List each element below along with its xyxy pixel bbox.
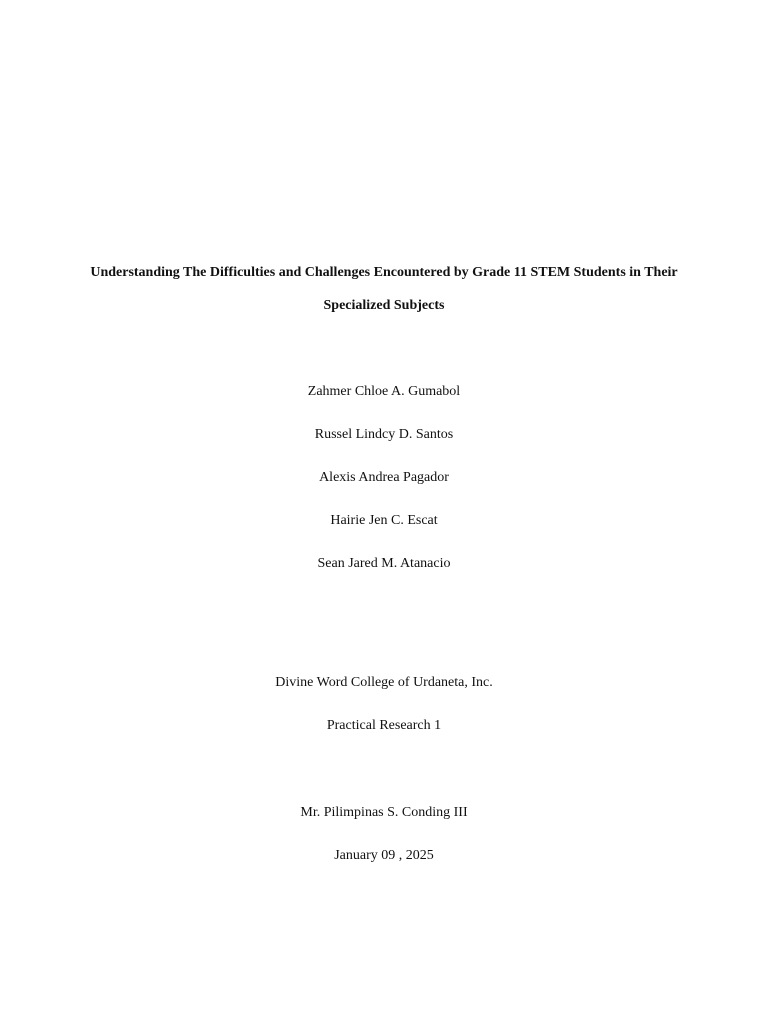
paper-title-line-1: Understanding The Difficulties and Challenges Encountered by Grade 11 STEM Students in Their	[90, 265, 678, 280]
author-name: Hairie Jen C. Escat	[330, 513, 438, 528]
author-name: Sean Jared M. Atanacio	[317, 556, 451, 571]
instructor-name: Mr. Pilimpinas S. Conding III	[300, 805, 468, 820]
paper-title-line-2: Specialized Subjects	[323, 298, 445, 313]
institution-name: Divine Word College of Urdaneta, Inc.	[275, 675, 493, 690]
author-name: Zahmer Chloe A. Gumabol	[307, 384, 461, 399]
author-name: Alexis Andrea Pagador	[319, 470, 449, 485]
course-name: Practical Research 1	[326, 718, 442, 733]
author-name: Russel Lindcy D. Santos	[314, 427, 454, 442]
submission-date: January 09 , 2025	[334, 848, 434, 863]
